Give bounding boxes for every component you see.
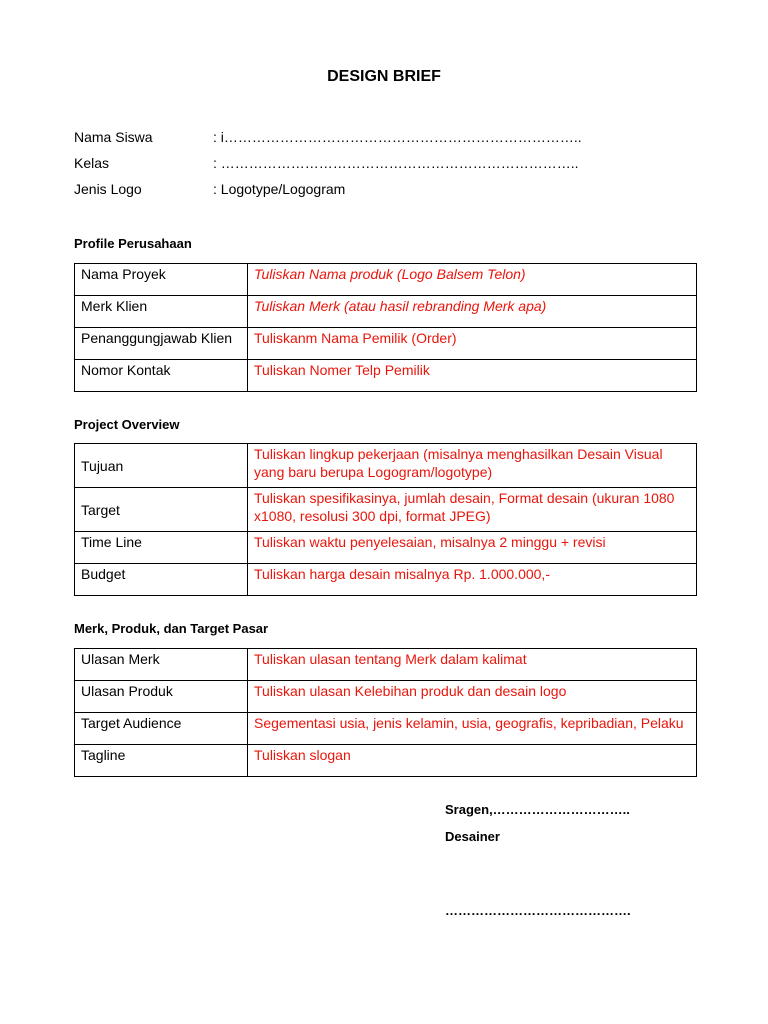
row-value: Tuliskan Nama produk (Logo Balsem Telon)	[248, 264, 697, 296]
row-value: Tuliskan waktu penyelesaian, misalnya 2 minggu + revisi	[248, 532, 697, 564]
row-label: Budget	[75, 564, 248, 596]
row-value: Tuliskan harga desain misalnya Rp. 1.000.000,-	[248, 564, 697, 596]
row-label: Nama Proyek	[75, 264, 248, 296]
row-label: Nomor Kontak	[75, 360, 248, 392]
row-label: Tujuan	[75, 444, 248, 488]
row-label: Tagline	[75, 745, 248, 777]
table-row	[75, 681, 697, 713]
table-row	[75, 444, 697, 488]
signature-role: Desainer	[445, 829, 500, 844]
row-label: Merk Klien	[75, 296, 248, 328]
info-value: : …………………………………………………………………..	[213, 155, 579, 171]
row-value: Segementasi usia, jenis kelamin, usia, geografis, kepribadian, Pelaku	[248, 713, 697, 745]
row-value: Tuliskan Nomer Telp Pemilik	[248, 360, 697, 392]
table-row	[75, 264, 697, 296]
table-row	[75, 360, 697, 392]
table-row	[75, 328, 697, 360]
row-value: Tuliskan slogan	[248, 745, 697, 777]
row-label: Time Line	[75, 532, 248, 564]
row-value: Tuliskanm Nama Pemilik (Order)	[248, 328, 697, 360]
info-label: Nama Siswa	[74, 129, 153, 145]
market-table	[74, 648, 697, 777]
table-row	[75, 745, 697, 777]
table-row	[75, 564, 697, 596]
info-value: : i…………………………………………………………………..	[213, 129, 582, 145]
row-value: Tuliskan ulasan tentang Merk dalam kalimat	[248, 649, 697, 681]
table-row	[75, 488, 697, 532]
student-info	[74, 127, 694, 205]
profile-table	[74, 263, 697, 392]
row-value: Tuliskan lingkup pekerjaan (misalnya menghasilkan Desain Visual yang baru berupa Logogram/logotype)	[248, 444, 697, 488]
row-label: Target	[75, 488, 248, 532]
section-heading-profile: Profile Perusahaan	[74, 236, 192, 251]
row-value: Tuliskan spesifikasinya, jumlah desain, Format desain (ukuran 1080 x1080, resolusi 300 dpi, format JPEG)	[248, 488, 697, 532]
row-label: Penanggungjawab Klien	[75, 328, 248, 360]
info-row-kelas	[74, 153, 694, 179]
table-row	[75, 296, 697, 328]
info-row-nama-siswa	[74, 127, 694, 153]
signature-place-date: Sragen,…………………………..	[445, 802, 630, 817]
info-label: Jenis Logo	[74, 181, 142, 197]
row-label: Ulasan Merk	[75, 649, 248, 681]
section-heading-market: Merk, Produk, dan Target Pasar	[74, 621, 269, 636]
signature-name-line: …………………………………….	[445, 903, 631, 918]
row-label: Target Audience	[75, 713, 248, 745]
table-row	[75, 532, 697, 564]
document-title: DESIGN BRIEF	[327, 68, 441, 85]
table-row	[75, 649, 697, 681]
info-row-jenis-logo	[74, 179, 694, 205]
section-heading-overview: Project Overview	[74, 417, 180, 432]
row-label: Ulasan Produk	[75, 681, 248, 713]
info-label: Kelas	[74, 155, 110, 171]
info-value: : Logotype/Logogram	[213, 181, 346, 197]
row-value: Tuliskan Merk (atau hasil rebranding Merk apa)	[248, 296, 697, 328]
table-row	[75, 713, 697, 745]
row-value: Tuliskan ulasan Kelebihan produk dan desain logo	[248, 681, 697, 713]
overview-table	[74, 443, 697, 596]
